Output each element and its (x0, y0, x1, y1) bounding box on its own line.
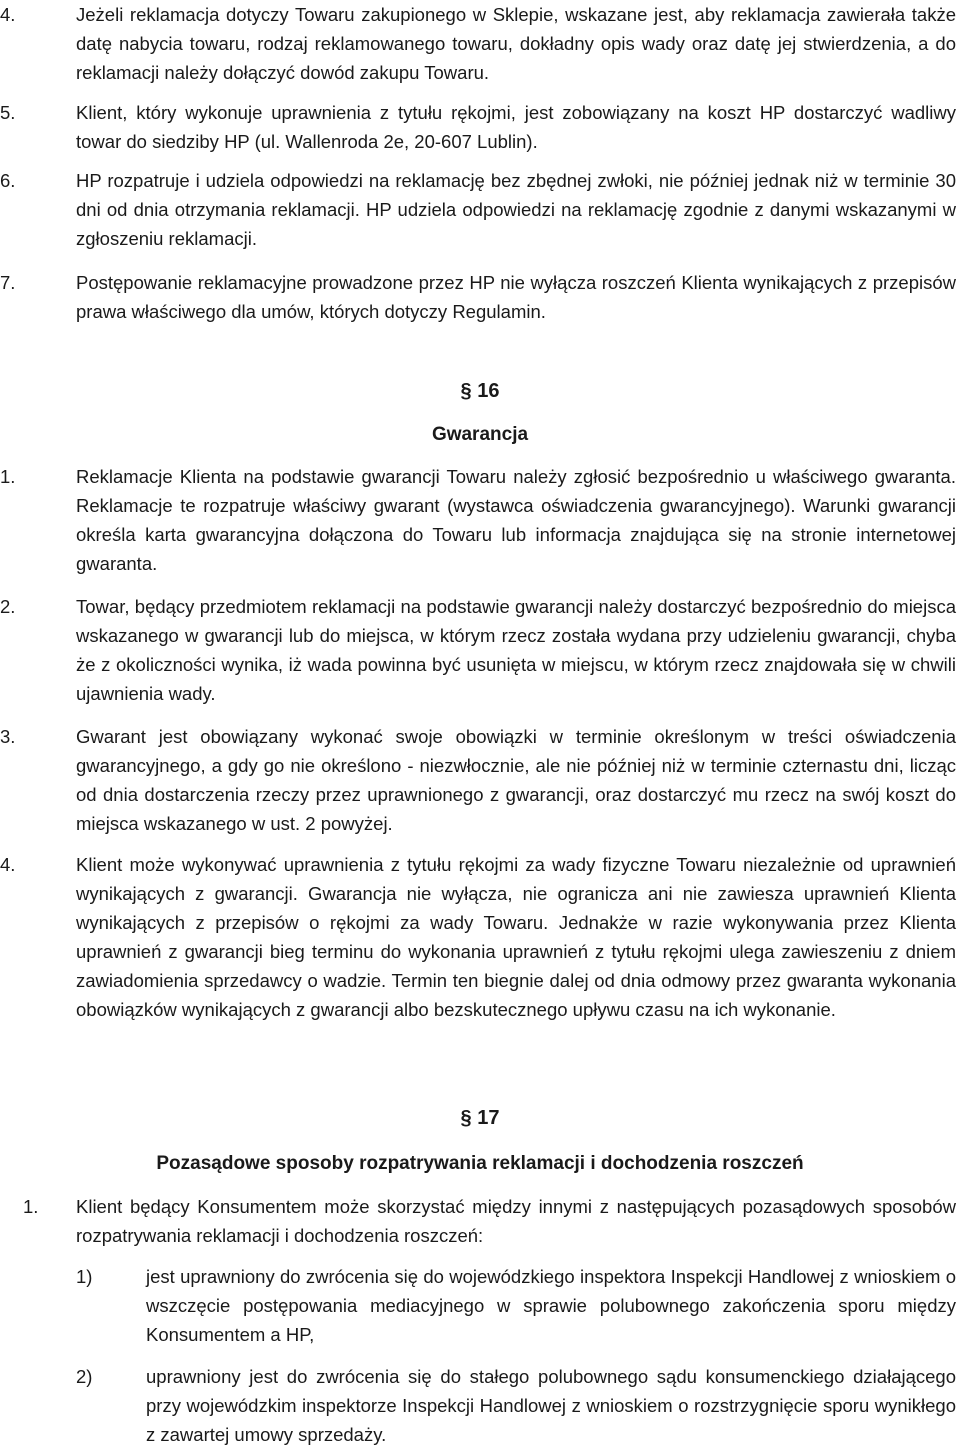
sub-list-item (76, 1262, 956, 1349)
section-number: § 16 (460, 380, 500, 402)
item-text: HP rozpatruje i udziela odpowiedzi na reklamację bez zbędnej zwłoki, nie później jednak niż w terminie 30 dni od dnia otrzymania reklamacji. HP udziela odpowiedzi na reklamację zgodnie z danymi wskazanymi w zgłoszeniu reklamacji. (76, 170, 956, 249)
item-text: Jeżeli reklamacja dotyczy Towaru zakupionego w Sklepie, wskazane jest, aby reklamacja zawierała także datę nabycia towaru, rodzaj reklamowanego towaru, dokładny opis wady oraz datę jej stwierdzenia, a do reklamacji należy dołączyć dowód zakupu Towaru. (76, 4, 956, 83)
section-number: § 17 (460, 1107, 500, 1129)
item-text: jest uprawniony do zwrócenia się do wojewódzkiego inspektora Inspekcji Handlowej z wnioskiem o wszczęcie postępowania mediacyjnego w sprawie polubownego zakończenia sporu między Konsumentem a HP, (146, 1266, 956, 1345)
item-number: 1. (0, 466, 16, 487)
section-title: Pozasądowe sposoby rozpatrywania reklamacji i dochodzenia roszczeń (156, 1153, 804, 1174)
list-item (0, 462, 956, 578)
item-number: 4. (0, 854, 16, 875)
list-item (23, 1192, 956, 1250)
list-item (0, 722, 956, 838)
item-text: Reklamacje Klienta na podstawie gwarancji Towaru należy zgłosić bezpośrednio u właściwego gwaranta. Reklamacje te rozpatruje właściwy gwarant (wystawca oświadczenia gwarancyjnego). Warunki gwarancji określa karta gwarancyjna dołączona do Towaru lub informacja znajdująca się na stronie internetowej gwaranta. (76, 466, 956, 574)
item-number: 3. (0, 726, 16, 747)
list-item (0, 268, 956, 326)
item-text: Gwarant jest obowiązany wykonać swoje obowiązki w terminie określonym w treści oświadczenia gwarancyjnego, a gdy go nie określono - niezwłocznie, ale nie później niż w terminie czternastu dni, licząc od dnia dostarczenia rzeczy przez uprawnionego z gwarancji, oraz dostarczyć mu rzecz na swój koszt do miejsca wskazanego w ust. 2 powyżej. (76, 726, 956, 834)
list-item (0, 592, 956, 708)
item-text: Klient będący Konsumentem może skorzystać między innymi z następujących pozasądowych sposobów rozpatrywania reklamacji i dochodzenia roszczeń: (76, 1196, 956, 1246)
item-text: Klient może wykonywać uprawnienia z tytułu rękojmi za wady fizyczne Towaru niezależnie od uprawnień wynikających z gwarancji. Gwarancja nie wyłącza, nie ogranicza ani nie zawiesza uprawnień Klienta wynikających z przepisów o rękojmi za wady Towaru. Jednakże w razie wykonywania przez Klienta uprawnień z gwarancji bieg terminu do wykonania uprawnień z tytułu rękojmi ulega zawieszeniu z dniem zawiadomienia sprzedawcy o wadzie. Termin ten biegnie dalej od dnia odmowy przez gwaranta wykonania obowiązków wynikających z gwarancji albo bezskutecznego upływu czasu na ich wykonanie. (76, 854, 956, 1020)
list-item (0, 98, 956, 156)
item-number: 5. (0, 102, 16, 123)
sub-list-item (76, 1362, 956, 1449)
list-item (0, 0, 956, 87)
item-text: uprawniony jest do zwrócenia się do stałego polubownego sądu konsumenckiego działającego przy wojewódzkim inspektorze Inspekcji Handlowej z wnioskiem o rozstrzygnięcie sporu wynikłego z zawartej umowy sprzedaży. (146, 1366, 956, 1445)
item-number: 2) (76, 1366, 93, 1387)
item-number: 6. (0, 170, 16, 191)
section-title: Gwarancja (431, 424, 529, 445)
list-item (0, 166, 956, 253)
item-number: 1) (76, 1266, 93, 1287)
item-number: 7. (0, 272, 16, 293)
item-number: 2. (0, 596, 16, 617)
item-number: 4. (0, 4, 16, 25)
list-item (0, 850, 956, 1024)
item-text: Postępowanie reklamacyjne prowadzone przez HP nie wyłącza roszczeń Klienta wynikających z przepisów prawa właściwego dla umów, których dotyczy Regulamin. (76, 272, 956, 322)
item-text: Towar, będący przedmiotem reklamacji na podstawie gwarancji należy dostarczyć bezpośrednio do miejsca wskazanego w gwarancji lub do miejsca, w którym rzecz została wydana przy udzieleniu gwarancji, chyba że z okoliczności wynika, iż wada powinna być usunięta w miejscu, w którym rzecz znajdowała się w chwili ujawnienia wady. (76, 596, 956, 704)
item-number: 1. (23, 1196, 39, 1217)
item-text: Klient, który wykonuje uprawnienia z tytułu rękojmi, jest zobowiązany na koszt HP dostarczyć wadliwy towar do siedziby HP (ul. Wallenroda 2e, 20-607 Lublin). (76, 102, 956, 152)
